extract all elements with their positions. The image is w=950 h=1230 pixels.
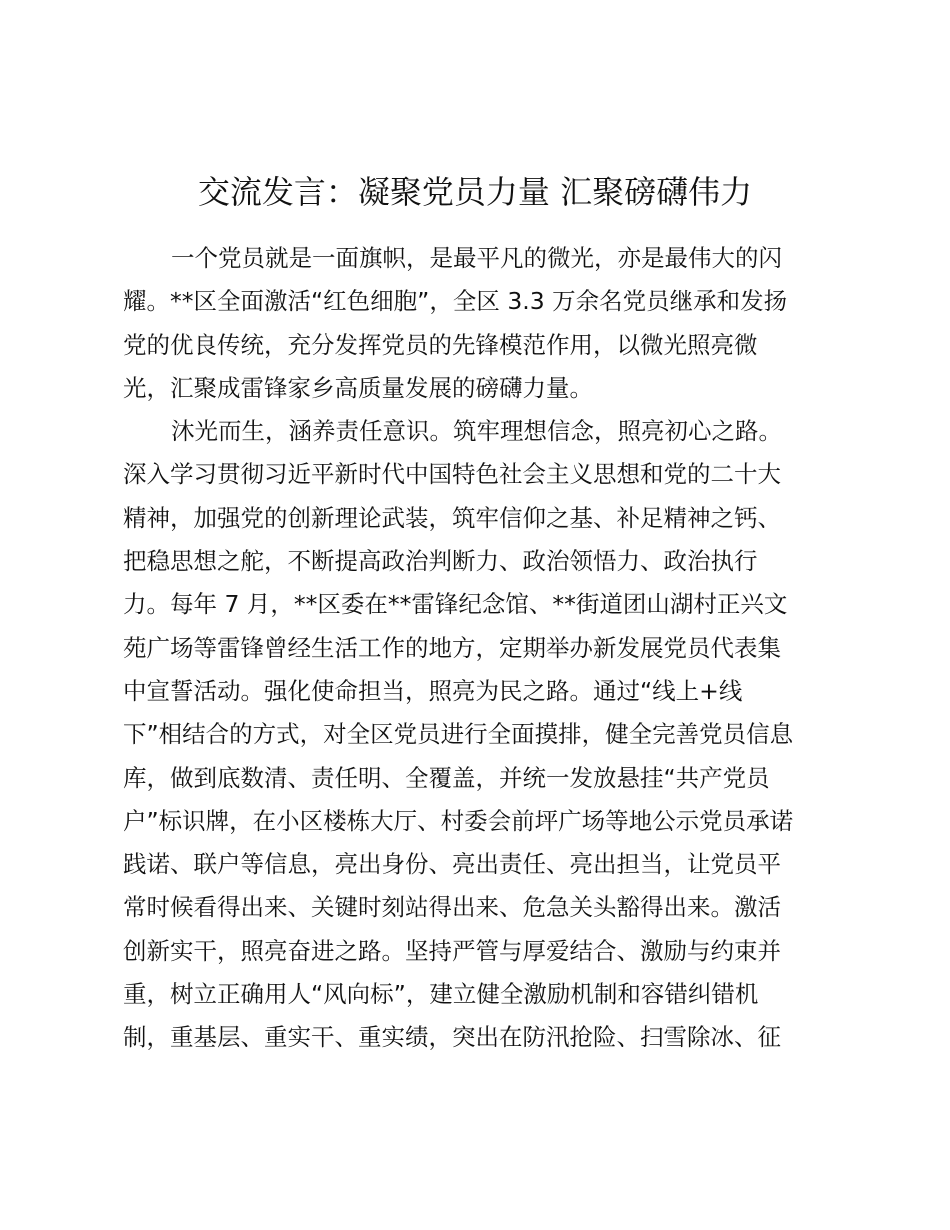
paragraph-line: 制，重基层、重实干、重实绩，突出在防汛抢险、扫雪除冰、征 — [123, 1023, 781, 1052]
paragraph-line: 精神，加强党的创新理论武装，筑牢信仰之基、补足精神之钙、 — [123, 503, 781, 532]
document-body — [123, 237, 835, 1060]
paragraph-line: 中宣誓活动。强化使命担当，照亮为民之路。通过“线上+线 — [123, 676, 743, 705]
paragraph-line: 创新实干，照亮奋进之路。坚持严管与厚爱结合、激励与约束并 — [123, 936, 781, 965]
paragraph-line: 力。每年 7 月，**区委在**雷锋纪念馆、**街道团山湖村正兴文 — [123, 590, 788, 619]
paragraph-line: 重，树立正确用人“风向标”，建立健全激励机制和容错纠错机 — [123, 980, 759, 1009]
paragraph-line: 耀。**区全面激活“红色细胞”，全区 3.3 万余名党员继承和发扬 — [123, 287, 788, 316]
paragraph-2 — [123, 410, 835, 1059]
paragraph-line: 一个党员就是一面旗帜，是最平凡的微光，亦是最伟大的闪 — [171, 244, 782, 272]
paragraph-line: 户”标识牌，在小区楼栋大厅、村委会前坪广场等地公示党员承诺 — [123, 806, 794, 835]
paragraph-line: 下”相结合的方式，对全区党员进行全面摸排，健全完善党员信息 — [123, 720, 794, 749]
paragraph-1 — [123, 237, 835, 410]
paragraph-line: 把稳思想之舵，不断提高政治判断力、政治领悟力、政治执行 — [123, 547, 758, 576]
paragraph-line: 沐光而生，涵养责任意识。筑牢理想信念，照亮初心之路。 — [171, 417, 782, 446]
paragraph-line: 党的优良传统，充分发挥党员的先锋模范作用，以微光照亮微 — [123, 330, 758, 359]
paragraph-line: 践诺、联户等信息，亮出身份、亮出责任、亮出担当，让党员平 — [123, 850, 781, 879]
paragraph-line: 库，做到底数清、责任明、全覆盖，并统一发放悬挂“共产党员 — [123, 763, 770, 792]
paragraph-line: 苑广场等雷锋曾经生活工作的地方，定期举办新发展党员代表集 — [123, 633, 781, 662]
paragraph-line: 光，汇聚成雷锋家乡高质量发展的磅礴力量。 — [123, 373, 593, 402]
paragraph-line: 深入学习贯彻习近平新时代中国特色社会主义思想和党的二十大 — [123, 460, 781, 489]
document-title: 交流发言：凝聚党员力量 汇聚磅礴伟力 — [197, 173, 753, 211]
paragraph-line: 常时候看得出来、关键时刻站得出来、危急关头豁得出来。激活 — [123, 893, 781, 922]
